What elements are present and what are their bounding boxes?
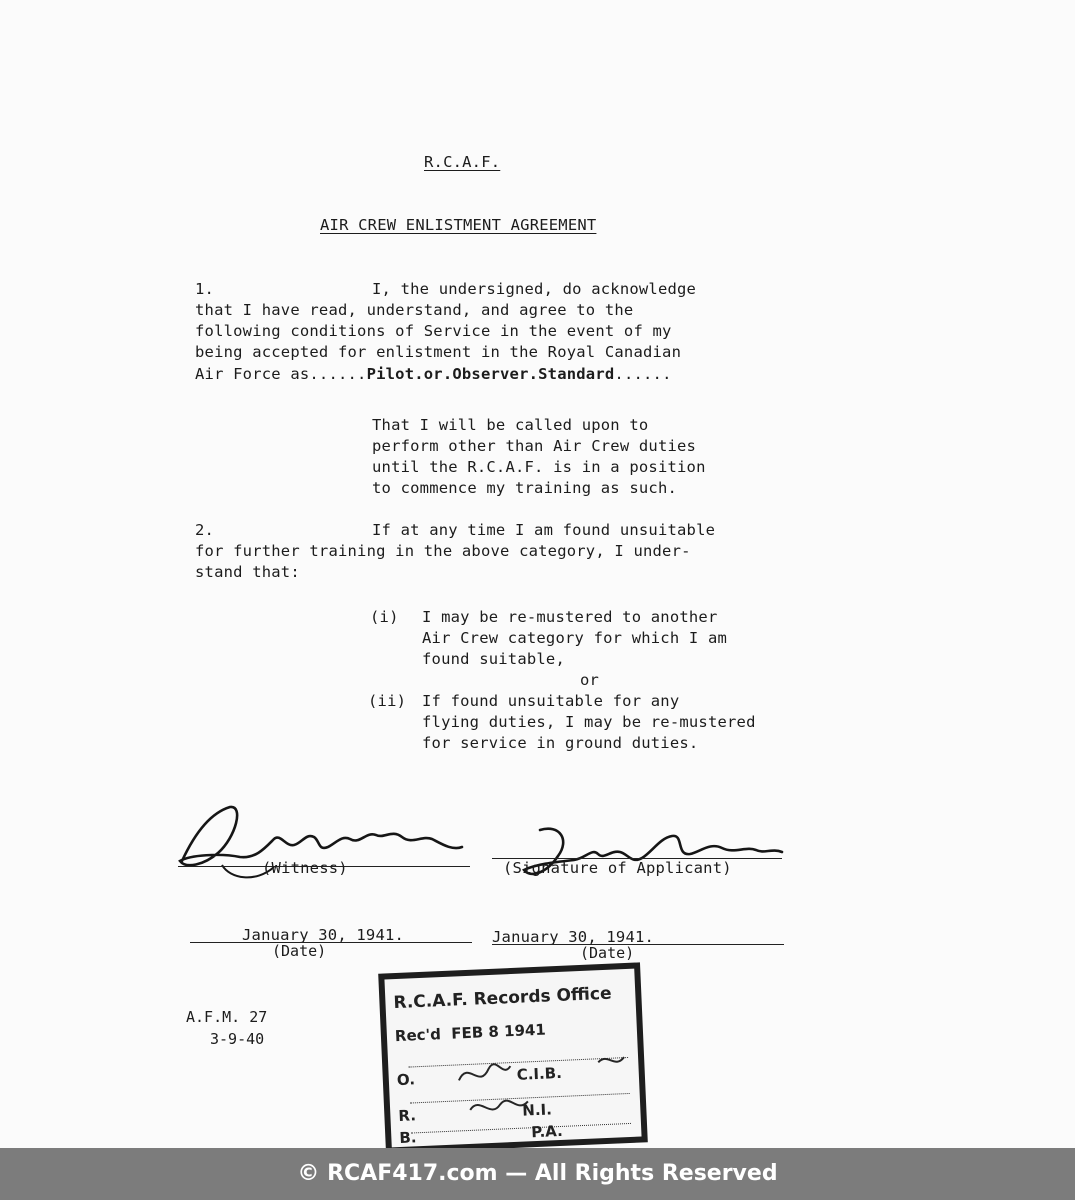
copyright-footer: © RCAF417.com — All Rights Reserved (0, 1148, 1075, 1200)
item1-line: I may be re-mustered to another (422, 608, 718, 626)
stamp-row-b: B. P.A. (398, 1121, 564, 1148)
para1-sub-line: until the R.C.A.F. is in a position (372, 458, 706, 476)
para1-line: I, the undersigned, do acknowledge (372, 280, 697, 298)
witness-date-line (190, 942, 472, 943)
item1-line: found suitable, (422, 650, 565, 668)
para1-line: that I have read, understand, and agree to the (195, 301, 634, 319)
witness-date: January 30, 1941. (242, 926, 405, 944)
para1-prefix: Air Force as...... (195, 365, 367, 383)
item2-line: for service in ground duties. (422, 734, 699, 752)
item2-line: flying duties, I may be re-mustered (422, 713, 756, 731)
para2-line: If at any time I am found unsuitable (372, 521, 716, 539)
para2-number: 2. (195, 521, 215, 539)
witness-date-label: (Date) (272, 942, 327, 960)
stamp-recd-date: FEB 8 1941 (450, 1020, 547, 1043)
para1-sub-line: to commence my training as such. (372, 479, 678, 497)
form-code: A.F.M. 27 (186, 1008, 268, 1026)
aircrew-category: Pilot.or.Observer.Standard (366, 365, 615, 383)
form-date: 3-9-40 (210, 1030, 265, 1048)
para2-line: for further training in the above category, I under- (195, 542, 691, 560)
stamp-recd-label: Rec'd (394, 1025, 442, 1046)
applicant-date: January 30, 1941. (492, 928, 655, 946)
stamp-row-o: O. C.I.B. (396, 1063, 563, 1090)
para1-line: following conditions of Service in the event of my (195, 322, 672, 340)
document-title: AIR CREW ENLISTMENT AGREEMENT (320, 216, 597, 234)
para1-sub-line: That I will be called upon to (372, 416, 649, 434)
applicant-signature (500, 820, 790, 890)
item1-line: Air Crew category for which I am (422, 629, 728, 647)
witness-label: (Witness) (262, 859, 348, 877)
stamp-received (395, 1021, 547, 1046)
stamp-initials (448, 1043, 632, 1141)
org-heading: R.C.A.F. (424, 153, 501, 171)
or-text: or (580, 671, 600, 689)
para2-line: stand that: (195, 563, 300, 581)
item1-marker: (i) (370, 608, 399, 626)
para1-line: being accepted for enlistment in the Royal Canadian (195, 343, 682, 361)
item2-line: If found unsuitable for any (422, 692, 680, 710)
applicant-label: (Signature of Applicant) (503, 859, 732, 877)
para1-line (195, 364, 672, 385)
para1-sub-line: perform other than Air Crew duties (372, 437, 697, 455)
applicant-date-label: (Date) (580, 944, 635, 962)
para1-number: 1. (195, 280, 215, 298)
records-office-stamp (378, 962, 648, 1153)
applicant-date-line (492, 944, 784, 945)
stamp-row-r: R. N.I. (398, 1100, 553, 1126)
para1-suffix: ...... (614, 365, 672, 383)
stamp-title: R.C.A.F. Records Office (393, 983, 612, 1014)
item2-marker: (ii) (368, 692, 407, 710)
